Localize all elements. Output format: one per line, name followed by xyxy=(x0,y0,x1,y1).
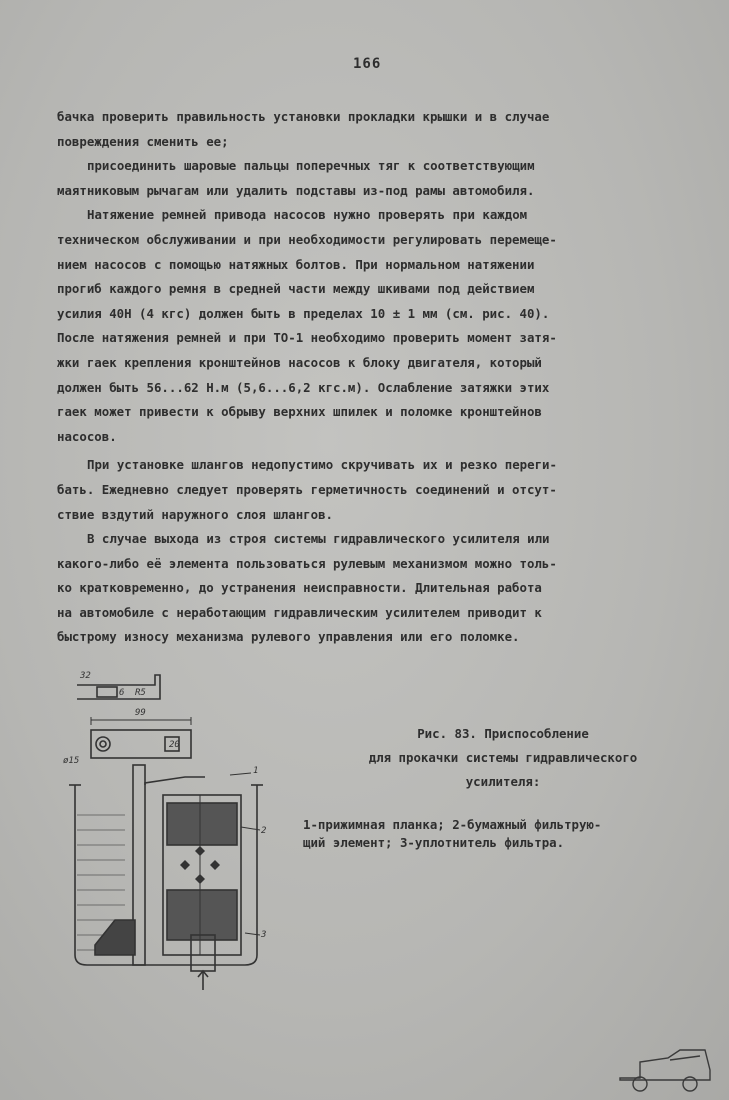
text-line: маятниковым рычагам или удалить подставы из-под рамы автомобиля. xyxy=(57,182,535,198)
text-line: ствие вздутий наружного слоя шлангов. xyxy=(57,506,334,522)
text-line: повреждения сменить ее; xyxy=(57,133,229,149)
text-line: присоединить шаровые пальцы поперечных тяг к соответствующим xyxy=(87,158,535,174)
legend-line: щий элемент; 3-уплотнитель фильтра. xyxy=(303,835,565,850)
text-line: насосов. xyxy=(57,428,117,444)
text-line: Натяжение ремней привода насосов нужно проверять при каждом xyxy=(87,207,528,223)
text-line: техническом обслуживании и при необходимости регулировать перемеще- xyxy=(57,231,557,247)
callout-2: 2 xyxy=(261,826,267,836)
text-line: нием насосов с помощью натяжных болтов. При нормальном натяжении xyxy=(57,256,535,272)
text-line: бать. Ежедневно следует проверять герметичность соединений и отсут- xyxy=(57,481,557,497)
plate-slot xyxy=(97,687,117,697)
text-line: После натяжения ремней и при ТО-1 необходимо проверить момент затя- xyxy=(57,330,557,346)
callout-1: 1 xyxy=(253,766,259,776)
plate-hole xyxy=(96,737,110,751)
text-line: какого-либо её элемента пользоваться рулевым механизмом можно толь- xyxy=(57,555,557,571)
dimension-r5: R5 xyxy=(135,688,146,698)
dimension-32: 32 xyxy=(80,671,91,681)
callout-3: 3 xyxy=(261,930,267,940)
figure-legend xyxy=(303,816,703,852)
caption-line: для прокачки системы гидравлического xyxy=(368,750,638,765)
text-line: на автомобиле с неработающим гидравлическим усилителем приводит к xyxy=(57,604,542,620)
text-line: усилия 40Н (4 кгс) должен быть в пределах 10 ± 1 мм (см. рис. 40). xyxy=(57,305,550,321)
figure-83-drawing xyxy=(55,665,295,995)
page-number: 166 xyxy=(353,56,382,72)
dimension-diameter-15: ø15 xyxy=(63,756,80,766)
dimension-99: 99 xyxy=(135,708,146,718)
text-line: прогиб каждого ремня в средней части между шкивами под действием xyxy=(57,281,535,297)
dimension-6: 6 xyxy=(119,688,125,698)
caption-line: усилителя: xyxy=(465,774,541,789)
text-line: При установке шлангов недопустимо скручивать их и резко переги- xyxy=(87,457,557,473)
legend-line: 1-прижимная планка; 2-бумажный фильтрую- xyxy=(303,817,602,832)
caption-title: Рис. 83. Приспособление xyxy=(417,726,589,741)
text-line: быстрому износу механизма рулевого управления или его поломке. xyxy=(57,629,520,645)
text-line: жки гаек крепления кронштейнов насосов к блоку двигателя, который xyxy=(57,354,542,370)
text-line: должен быть 56...62 Н.м (5,6...6,2 кгс.м). Ослабление затяжки этих xyxy=(57,379,550,395)
truck-stamp-icon xyxy=(610,1040,720,1095)
body-text xyxy=(57,105,707,650)
text-line: ко кратковременно, до устранения неисправности. Длительная работа xyxy=(57,580,542,596)
figure-caption xyxy=(303,722,703,852)
text-line: бачка проверить правильность установки прокладки крышки и в случае xyxy=(57,109,550,124)
text-line: гаек может привести к обрыву верхних шпилек и поломке кронштейнов xyxy=(57,404,542,420)
text-line: В случае выхода из строя системы гидравлического усилителя или xyxy=(87,531,550,547)
dimension-20: 20 xyxy=(169,740,180,750)
